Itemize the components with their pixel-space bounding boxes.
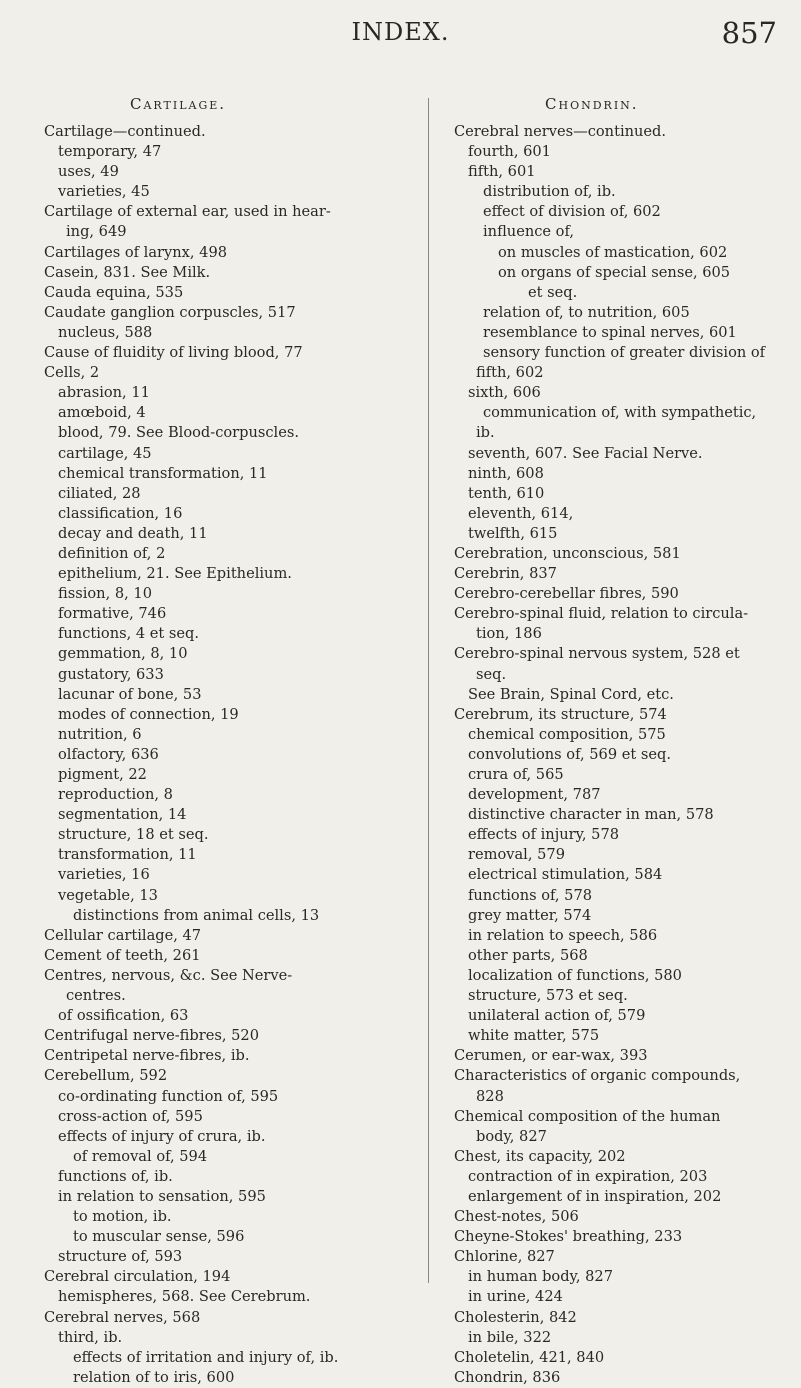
left-column-heading: Cartilage. [130,95,227,113]
index-entry: definition of, 2 [58,544,166,562]
index-entry: Cholesterin, 842 [454,1308,577,1326]
index-entry: tenth, 610 [468,484,545,502]
index-entry: tion, 186 [476,625,542,643]
index-entry: Cerebral nerves, 568 [44,1308,201,1326]
index-entry: seq. [476,665,507,683]
index-entry: Cerebral nerves—continued. [454,123,667,140]
index-entry: formative, 746 [58,605,167,623]
index-entry: structure, 18 et seq. [58,826,209,844]
index-entry: cartilage, 45 [58,444,152,462]
index-entry: classification, 16 [58,504,183,522]
index-entry: localization of functions, 580 [468,966,682,984]
index-entry: abrasion, 11 [58,384,150,402]
index-entry: varieties, 16 [58,866,150,884]
index-entry: functions of, 578 [468,886,593,904]
index-entry: transformation, 11 [58,846,197,864]
index-entry: Cause of fluidity of living blood, 77 [44,344,303,362]
index-entry: Cheyne-Stokes' breathing, 233 [454,1228,683,1246]
index-entry: Chlorine, 827 [454,1248,555,1266]
index-entry: on organs of special sense, 605 [498,263,731,281]
index-entry: gemmation, 8, 10 [58,645,188,663]
index-entry: lacunar of bone, 53 [58,685,202,703]
index-entry: fission, 8, 10 [58,585,152,603]
index-entry: Cerebration, unconscious, 581 [454,544,681,562]
index-entry: in relation to speech, 586 [468,926,658,944]
index-entry: distinctions from animal cells, 13 [73,906,320,924]
index-entry: eleventh, 614, [468,504,574,522]
index-entry: distribution of, ib. [483,183,616,201]
index-entry: relation of to iris, 600 [73,1368,235,1386]
index-entry: Cement of teeth, 261 [44,946,201,964]
index-entry: Centres, nervous, &c. See Nerve- [44,966,293,984]
index-entry: structure, 573 et seq. [468,987,628,1005]
index-entry: to motion, ib. [73,1208,172,1226]
index-entry: amœboid, 4 [58,404,146,422]
index-entry: modes of connection, 19 [58,705,239,723]
index-entry: in bile, 322 [468,1328,552,1346]
index-entry: fifth, 601 [468,163,536,181]
index-entry: Cerebro-cerebellar fibres, 590 [454,585,679,603]
index-entry: Casein, 831. See Milk. [44,263,211,281]
index-entry: Cellular cartilage, 47 [44,926,202,944]
index-entry: Cerebro-spinal fluid, relation to circula- [454,605,749,623]
index-entry: centres. [66,987,126,1005]
index-entry: structure of, 593 [58,1248,183,1266]
index-entry: fourth, 601 [468,143,551,161]
running-title: INDEX. [351,18,450,46]
index-entry: unilateral action of, 579 [468,1007,646,1025]
index-entry: nutrition, 6 [58,725,142,743]
index-entry: Cells, 2 [44,364,100,382]
index-entry: Chemical composition of the human [454,1107,721,1125]
index-entry: sixth, 606 [468,384,541,402]
index-entry: Cartilages of larynx, 498 [44,243,228,261]
index-entry: functions of, ib. [58,1167,173,1185]
index-entry: relation of, to nutrition, 605 [483,303,690,321]
index-entry: third, ib. [58,1328,123,1346]
index-entry: Centrifugal nerve-fibres, 520 [44,1027,259,1045]
index-entry: epithelium, 21. See Epithelium. [58,565,292,583]
index-entry: white matter, 575 [468,1027,600,1045]
index-entry: temporary, 47 [58,143,162,161]
index-entry: functions, 4 et seq. [58,625,200,643]
index-entry: Chondrin, 836 [454,1368,561,1386]
index-entry: body, 827 [476,1127,547,1145]
index-entry: blood, 79. See Blood-corpuscles. [58,424,299,442]
index-entry: enlargement of in inspiration, 202 [468,1187,722,1205]
index-entry: seventh, 607. See Facial Nerve. [468,444,703,462]
index-entry: Cerebrin, 837 [454,565,557,583]
index-entry: Centripetal nerve-fibres, ib. [44,1047,250,1065]
index-entry: twelfth, 615 [468,524,558,542]
index-entry: effects of irritation and injury of, ib. [73,1348,339,1366]
page-number: 857 [721,16,777,50]
index-entry: Caudate ganglion corpuscles, 517 [44,303,296,321]
index-entry: co-ordinating function of, 595 [58,1087,279,1105]
index-entry: in human body, 827 [468,1268,613,1286]
index-entry: ib. [476,424,495,442]
index-entry: on muscles of mastication, 602 [498,243,728,261]
index-entry: removal, 579 [468,846,565,864]
index-entry: fifth, 602 [476,364,544,382]
index-entry: chemical composition, 575 [468,725,666,743]
index-entry: Choletelin, 421, 840 [454,1348,605,1366]
index-entry: Cerebral circulation, 194 [44,1268,231,1286]
index-entry: communication of, with sympathetic, [483,404,757,422]
index-entry: Chest, its capacity, 202 [454,1147,626,1165]
index-entry: crura of, 565 [468,766,564,783]
index-entry: electrical stimulation, 584 [468,866,663,884]
index-entry: to muscular sense, 596 [73,1228,245,1246]
index-entry: effects of injury, 578 [468,826,620,844]
index-entry: vegetable, 13 [58,886,158,904]
index-entry: olfactory, 636 [58,745,159,763]
index-entry: other parts, 568 [468,946,588,964]
index-entry: segmentation, 14 [58,806,187,824]
index-entry: Cauda equina, 535 [44,283,184,301]
index-entry: uses, 49 [58,163,119,181]
index-entry: resemblance to spinal nerves, 601 [483,323,737,341]
index-entry: of ossification, 63 [58,1007,189,1025]
index-entry: ninth, 608 [468,464,544,482]
index-entry: cross-action of, 595 [58,1107,203,1125]
column-divider [428,98,429,1283]
index-entry: hemispheres, 568. See Cerebrum. [58,1288,311,1306]
index-entry: varieties, 45 [58,183,150,201]
index-entry: Cartilage—continued. [44,123,206,140]
index-entry: ing, 649 [66,223,127,241]
index-entry: in urine, 424 [468,1288,563,1306]
index-entry: decay and death, 11 [58,524,208,542]
index-entry: influence of, [483,223,574,241]
index-entry: effects of injury of crura, ib. [58,1127,266,1145]
index-entry: Cerumen, or ear-wax, 393 [454,1047,648,1065]
index-entry: ciliated, 28 [58,484,141,502]
index-entry: of removal of, 594 [73,1147,208,1165]
index-entry: pigment, 22 [58,766,147,783]
index-entry: reproduction, 8 [58,786,173,804]
right-index-column [454,122,794,1388]
index-entry: distinctive character in man, 578 [468,806,714,824]
index-entry: sensory function of greater division of [483,344,766,362]
index-entry: 828 [476,1087,504,1105]
index-entry: Cartilage of external ear, used in hear- [44,203,331,221]
index-entry: convolutions of, 569 et seq. [468,745,671,763]
index-entry: Cerebrum, its structure, 574 [454,705,667,723]
index-entry: Cerebro-spinal nervous system, 528 et [454,645,740,663]
index-entry: in relation to sensation, 595 [58,1187,266,1205]
index-entry: development, 787 [468,786,601,804]
index-entry: nucleus, 588 [58,323,153,341]
right-column-heading: Chondrin. [545,95,639,113]
index-entry: See Brain, Spinal Cord, etc. [468,685,674,703]
index-entry: gustatory, 633 [58,665,164,683]
index-entry: contraction of in expiration, 203 [468,1167,708,1185]
index-entry: effect of division of, 602 [483,203,661,221]
index-entry: Chest-notes, 506 [454,1208,579,1226]
page-header [0,16,801,56]
index-entry: chemical transformation, 11 [58,464,268,482]
index-entry: grey matter, 574 [468,906,592,924]
index-entry: Cerebellum, 592 [44,1067,168,1085]
left-index-column [44,122,412,1388]
index-entry: et seq. [528,283,578,301]
index-entry: Characteristics of organic compounds, [454,1067,741,1085]
